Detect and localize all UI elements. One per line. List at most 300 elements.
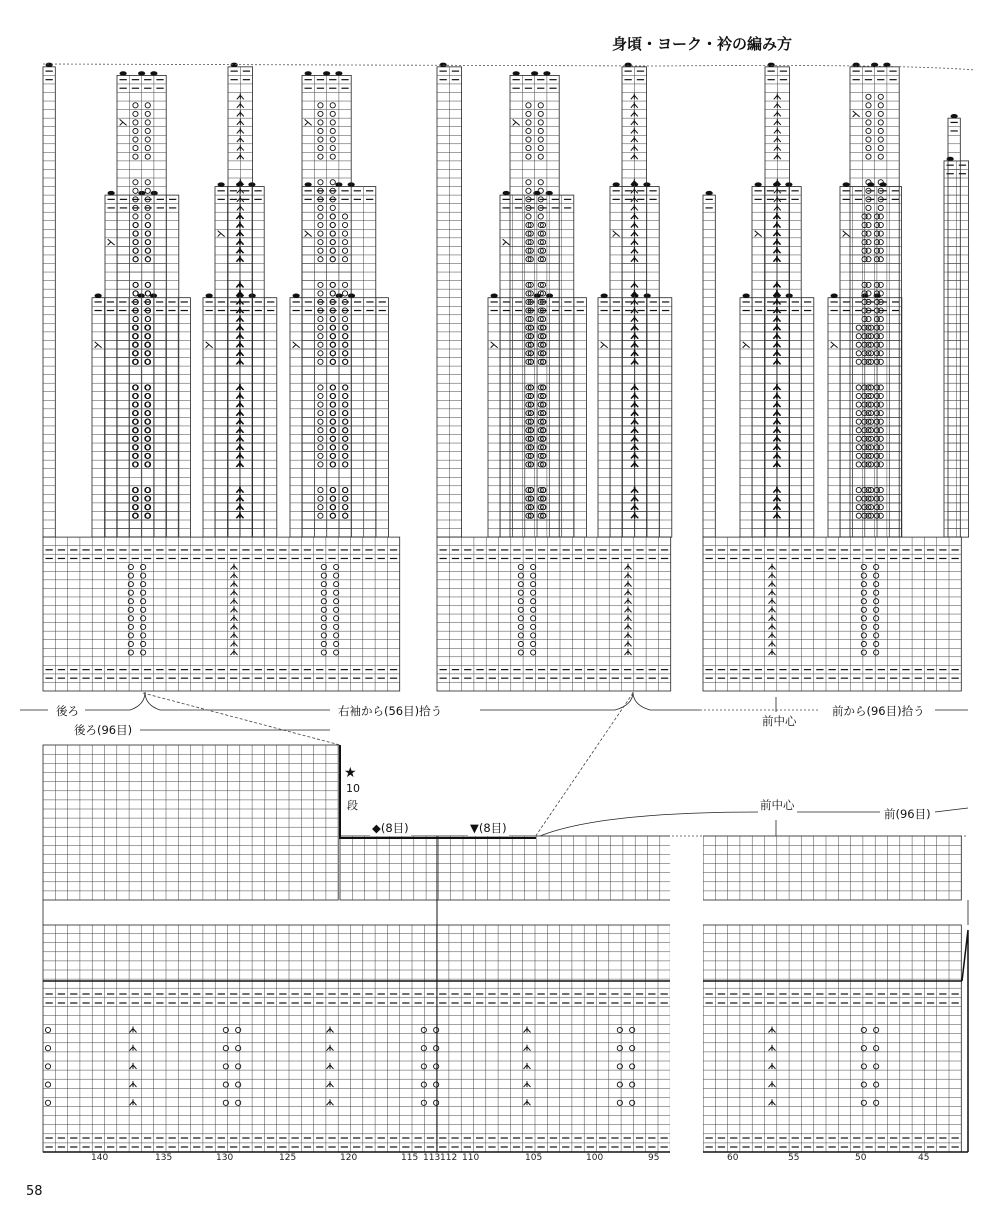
- yarn-over-icon: [866, 128, 871, 133]
- yarn-over-icon: [330, 487, 335, 492]
- center-double-decrease-icon: [237, 487, 244, 493]
- bind-off-dot-icon: [785, 182, 792, 186]
- yarn-over-icon: [318, 103, 323, 108]
- yarn-over-icon: [866, 120, 871, 125]
- yarn-over-icon: [878, 103, 883, 108]
- yarn-over-icon: [866, 145, 871, 150]
- yarn-over-icon: [856, 359, 861, 364]
- center-double-decrease-icon: [769, 649, 776, 655]
- center-double-decrease-icon: [631, 358, 638, 364]
- yarn-over-icon: [861, 590, 866, 595]
- bind-off-dot-icon: [951, 114, 958, 118]
- yoke-step-column: [105, 191, 179, 537]
- yoke-base-block: [43, 537, 400, 691]
- yarn-over-icon: [318, 128, 323, 133]
- bind-off-dot-icon: [138, 71, 145, 75]
- center-double-decrease-icon: [237, 461, 244, 467]
- center-double-decrease-icon: [631, 110, 638, 116]
- yarn-over-icon: [330, 325, 335, 330]
- yarn-over-icon: [145, 214, 150, 219]
- yarn-over-icon: [342, 419, 347, 424]
- yarn-over-icon: [330, 214, 335, 219]
- yarn-over-icon: [861, 1100, 866, 1105]
- yoke-step-column: [92, 294, 190, 538]
- center-double-decrease-icon: [774, 290, 781, 296]
- center-double-decrease-icon: [625, 581, 632, 587]
- yarn-over-icon: [856, 402, 861, 407]
- yarn-over-icon: [330, 385, 335, 390]
- axis-tick-label: 50: [855, 1153, 867, 1163]
- center-double-decrease-icon: [631, 444, 638, 450]
- yarn-over-icon: [531, 573, 536, 578]
- bind-off-dot-icon: [305, 71, 312, 75]
- yarn-over-icon: [342, 513, 347, 518]
- left-decrease-icon: [843, 231, 850, 237]
- yarn-over-icon: [145, 316, 150, 321]
- center-double-decrease-icon: [631, 418, 638, 424]
- yarn-over-icon: [866, 94, 871, 99]
- yarn-over-icon: [145, 291, 150, 296]
- yarn-over-icon: [330, 411, 335, 416]
- center-double-decrease-icon: [774, 504, 781, 510]
- front-edge-line: [962, 930, 968, 1152]
- bind-off-dot-icon: [644, 294, 651, 298]
- yarn-over-icon: [878, 231, 883, 236]
- yarn-over-icon: [342, 487, 347, 492]
- yarn-over-icon: [330, 513, 335, 518]
- label-front-center-bottom: 前中心: [760, 798, 795, 812]
- center-double-decrease-icon: [631, 230, 638, 236]
- center-double-decrease-icon: [237, 281, 244, 287]
- center-double-decrease-icon: [631, 213, 638, 219]
- yarn-over-icon: [861, 650, 866, 655]
- center-double-decrease-icon: [631, 179, 638, 185]
- yarn-over-icon: [145, 128, 150, 133]
- yarn-over-icon: [518, 607, 523, 612]
- yarn-over-icon: [617, 1064, 622, 1069]
- bind-off-dot-icon: [843, 182, 850, 186]
- yarn-over-icon: [318, 436, 323, 441]
- axis-tick-label: 60: [727, 1153, 739, 1163]
- yarn-over-icon: [330, 231, 335, 236]
- yarn-over-icon: [318, 291, 323, 296]
- center-double-decrease-icon: [774, 384, 781, 390]
- center-double-decrease-icon: [774, 401, 781, 407]
- back-bracket: [85, 692, 330, 710]
- yarn-over-icon: [45, 1027, 50, 1032]
- left-decrease-icon: [853, 111, 860, 117]
- bind-off-dot-icon: [150, 71, 157, 75]
- yarn-over-icon: [330, 145, 335, 150]
- center-double-decrease-icon: [774, 230, 781, 236]
- center-double-decrease-icon: [631, 93, 638, 99]
- yarn-over-icon: [878, 214, 883, 219]
- yarn-over-icon: [330, 419, 335, 424]
- bind-off-dot-icon: [755, 182, 762, 186]
- yarn-over-icon: [318, 393, 323, 398]
- yarn-over-icon: [878, 428, 883, 433]
- yarn-over-icon: [878, 385, 883, 390]
- yarn-over-icon: [421, 1046, 426, 1051]
- yarn-over-icon: [856, 462, 861, 467]
- yarn-over-icon: [342, 436, 347, 441]
- yarn-over-icon: [617, 1100, 622, 1105]
- yarn-over-icon: [856, 342, 861, 347]
- yarn-over-icon: [878, 325, 883, 330]
- yarn-over-icon: [145, 248, 150, 253]
- center-double-decrease-icon: [237, 452, 244, 458]
- center-double-decrease-icon: [774, 93, 781, 99]
- center-double-decrease-icon: [237, 393, 244, 399]
- yarn-over-icon: [878, 248, 883, 253]
- yarn-over-icon: [878, 334, 883, 339]
- left-decrease-icon: [305, 119, 312, 125]
- axis-tick-label: 130: [216, 1153, 234, 1163]
- yarn-over-icon: [342, 325, 347, 330]
- axis-tick-label: 45: [918, 1153, 930, 1163]
- yarn-over-icon: [330, 342, 335, 347]
- center-double-decrease-icon: [231, 589, 238, 595]
- center-double-decrease-icon: [631, 239, 638, 245]
- pickup-connector-lines: [20, 64, 975, 837]
- yarn-over-icon: [45, 1100, 50, 1105]
- yarn-over-icon: [145, 120, 150, 125]
- yarn-over-icon: [330, 496, 335, 501]
- yarn-over-icon: [133, 248, 138, 253]
- yarn-over-icon: [531, 590, 536, 595]
- yarn-over-icon: [538, 214, 543, 219]
- center-double-decrease-icon: [631, 247, 638, 253]
- bind-off-dot-icon: [323, 71, 330, 75]
- yarn-over-icon: [318, 240, 323, 245]
- yarn-over-icon: [538, 180, 543, 185]
- yarn-over-icon: [526, 111, 531, 116]
- center-double-decrease-icon: [237, 418, 244, 424]
- bind-off-dot-icon: [293, 294, 300, 298]
- center-double-decrease-icon: [231, 564, 238, 570]
- yarn-over-icon: [538, 145, 543, 150]
- center-double-decrease-icon: [769, 615, 776, 621]
- center-double-decrease-icon: [524, 1027, 531, 1033]
- yarn-over-icon: [874, 582, 879, 587]
- yarn-over-icon: [538, 111, 543, 116]
- center-double-decrease-icon: [769, 589, 776, 595]
- yarn-over-icon: [538, 154, 543, 159]
- center-double-decrease-icon: [631, 127, 638, 133]
- center-double-decrease-icon: [774, 204, 781, 210]
- center-double-decrease-icon: [631, 350, 638, 356]
- yarn-over-icon: [531, 616, 536, 621]
- yarn-over-icon: [878, 487, 883, 492]
- yarn-over-icon: [318, 248, 323, 253]
- yarn-over-icon: [861, 616, 866, 621]
- yarn-over-icon: [531, 564, 536, 569]
- yarn-over-icon: [330, 282, 335, 287]
- bind-off-dot-icon: [335, 71, 342, 75]
- yarn-over-icon: [330, 402, 335, 407]
- yarn-over-icon: [856, 411, 861, 416]
- center-double-decrease-icon: [631, 427, 638, 433]
- yarn-over-icon: [531, 641, 536, 646]
- yarn-over-icon: [330, 128, 335, 133]
- yarn-over-icon: [866, 231, 871, 236]
- center-double-decrease-icon: [237, 333, 244, 339]
- yarn-over-icon: [318, 231, 323, 236]
- center-double-decrease-icon: [774, 410, 781, 416]
- yarn-over-icon: [318, 214, 323, 219]
- yarn-over-icon: [866, 214, 871, 219]
- yarn-over-icon: [342, 505, 347, 510]
- yarn-over-icon: [878, 257, 883, 262]
- yarn-over-icon: [526, 154, 531, 159]
- center-double-decrease-icon: [631, 222, 638, 228]
- axis-tick-label: 55: [788, 1153, 800, 1163]
- center-double-decrease-icon: [130, 1027, 137, 1033]
- yarn-over-icon: [342, 231, 347, 236]
- center-double-decrease-icon: [631, 487, 638, 493]
- yarn-over-icon: [330, 205, 335, 210]
- yarn-over-icon: [133, 257, 138, 262]
- center-double-decrease-icon: [774, 222, 781, 228]
- yarn-over-icon: [866, 282, 871, 287]
- center-double-decrease-icon: [237, 153, 244, 159]
- yarn-over-icon: [874, 607, 879, 612]
- yarn-over-icon: [878, 351, 883, 356]
- center-double-decrease-icon: [631, 281, 638, 287]
- yarn-over-icon: [526, 137, 531, 142]
- yarn-over-icon: [330, 120, 335, 125]
- center-double-decrease-icon: [625, 649, 632, 655]
- chart-gap: [670, 740, 703, 1160]
- yarn-over-icon: [878, 316, 883, 321]
- bind-off-dot-icon: [706, 191, 713, 195]
- yarn-over-icon: [318, 222, 323, 227]
- center-double-decrease-icon: [769, 632, 776, 638]
- yarn-over-icon: [878, 137, 883, 142]
- yarn-over-icon: [133, 180, 138, 185]
- bind-off-dot-icon: [831, 294, 838, 298]
- center-double-decrease-icon: [237, 435, 244, 441]
- bind-off-dot-icon: [491, 294, 498, 298]
- center-double-decrease-icon: [774, 316, 781, 322]
- grid-border: [948, 118, 960, 537]
- label-front-center-top: 前中心: [762, 714, 797, 728]
- yarn-over-icon: [145, 257, 150, 262]
- center-body-upper-grid: [340, 836, 672, 900]
- front-lower-grid: [703, 925, 961, 1152]
- center-double-decrease-icon: [774, 512, 781, 518]
- yarn-over-icon: [330, 505, 335, 510]
- center-double-decrease-icon: [130, 1099, 137, 1105]
- label-right-sleeve-pickup: 右袖から(56目)拾う: [338, 704, 443, 718]
- center-double-decrease-icon: [774, 256, 781, 262]
- center-double-decrease-icon: [769, 640, 776, 646]
- yarn-over-icon: [330, 462, 335, 467]
- center-double-decrease-icon: [237, 145, 244, 151]
- yarn-over-icon: [866, 257, 871, 262]
- yarn-over-icon: [318, 205, 323, 210]
- yarn-over-icon: [878, 445, 883, 450]
- yarn-over-icon: [856, 325, 861, 330]
- label-diamond-8: ◆(8目): [372, 821, 409, 835]
- center-double-decrease-icon: [237, 427, 244, 433]
- center-double-decrease-icon: [625, 564, 632, 570]
- yarn-over-icon: [878, 111, 883, 116]
- axis-tick-label: 113: [423, 1153, 441, 1163]
- yarn-over-icon: [878, 359, 883, 364]
- yarn-over-icon: [330, 248, 335, 253]
- center-double-decrease-icon: [631, 504, 638, 510]
- center-double-decrease-icon: [774, 444, 781, 450]
- yarn-over-icon: [878, 462, 883, 467]
- yarn-over-icon: [330, 257, 335, 262]
- yarn-over-icon: [878, 120, 883, 125]
- yarn-over-icon: [145, 282, 150, 287]
- yarn-over-icon: [878, 154, 883, 159]
- center-double-decrease-icon: [631, 324, 638, 330]
- center-double-decrease-icon: [774, 487, 781, 493]
- axis-tick-label: 120: [340, 1153, 358, 1163]
- center-double-decrease-icon: [237, 179, 244, 185]
- yarn-over-icon: [878, 282, 883, 287]
- yarn-over-icon: [878, 205, 883, 210]
- yarn-over-icon: [861, 607, 866, 612]
- center-double-decrease-icon: [237, 239, 244, 245]
- yarn-over-icon: [861, 599, 866, 604]
- grid-border: [43, 925, 670, 1152]
- yarn-over-icon: [526, 128, 531, 133]
- yarn-over-icon: [878, 496, 883, 501]
- bind-off-dot-icon: [218, 182, 225, 186]
- back-body-upper-grid: [43, 745, 338, 900]
- label-rows-unit: 段: [347, 799, 358, 812]
- yoke-step-column: [290, 294, 388, 538]
- yoke-step-column: [752, 182, 801, 537]
- center-double-decrease-icon: [237, 119, 244, 125]
- axis-tick-label: 115: [401, 1153, 419, 1163]
- label-front-pickup: 前から(96目)拾う: [832, 704, 925, 718]
- yarn-over-icon: [866, 137, 871, 142]
- center-double-decrease-icon: [237, 410, 244, 416]
- yarn-over-icon: [878, 436, 883, 441]
- yarn-over-icon: [856, 419, 861, 424]
- yarn-over-icon: [874, 599, 879, 604]
- yoke-base-block: [437, 537, 671, 691]
- yoke-step-column: [228, 63, 253, 537]
- yarn-over-icon: [318, 154, 323, 159]
- pickup-guide-right: [535, 693, 633, 837]
- yarn-over-icon: [866, 316, 871, 321]
- yarn-over-icon: [617, 1046, 622, 1051]
- front-96-curve: [540, 812, 880, 836]
- center-double-decrease-icon: [631, 512, 638, 518]
- yoke-step-column: [117, 71, 166, 537]
- center-double-decrease-icon: [769, 1045, 776, 1051]
- yarn-over-icon: [526, 180, 531, 185]
- yarn-over-icon: [630, 1027, 635, 1032]
- yarn-over-icon: [866, 222, 871, 227]
- yarn-over-icon: [342, 257, 347, 262]
- yarn-over-icon: [874, 564, 879, 569]
- center-double-decrease-icon: [631, 290, 638, 296]
- center-double-decrease-icon: [769, 623, 776, 629]
- yarn-over-icon: [866, 248, 871, 253]
- yarn-over-icon: [878, 419, 883, 424]
- center-double-decrease-icon: [231, 615, 238, 621]
- yarn-over-icon: [856, 453, 861, 458]
- yoke-step-column: [215, 182, 264, 537]
- yarn-over-icon: [342, 393, 347, 398]
- left-decrease-icon: [831, 342, 838, 348]
- bind-off-dot-icon: [601, 294, 608, 298]
- center-double-decrease-icon: [625, 615, 632, 621]
- yarn-over-icon: [434, 1064, 439, 1069]
- center-double-decrease-icon: [524, 1081, 531, 1087]
- left-decrease-icon: [503, 239, 510, 245]
- center-double-decrease-icon: [774, 127, 781, 133]
- yarn-over-icon: [531, 650, 536, 655]
- yarn-over-icon: [330, 240, 335, 245]
- yarn-over-icon: [318, 402, 323, 407]
- yarn-over-icon: [874, 641, 879, 646]
- center-double-decrease-icon: [769, 564, 776, 570]
- yarn-over-icon: [874, 1064, 879, 1069]
- yarn-over-icon: [878, 342, 883, 347]
- bind-off-dot-icon: [249, 294, 256, 298]
- yarn-over-icon: [538, 128, 543, 133]
- yarn-over-icon: [318, 419, 323, 424]
- center-double-decrease-icon: [625, 572, 632, 578]
- left-decrease-icon: [513, 119, 520, 125]
- yarn-over-icon: [866, 111, 871, 116]
- yarn-over-icon: [145, 111, 150, 116]
- bind-off-dot-icon: [305, 182, 312, 186]
- yarn-over-icon: [145, 103, 150, 108]
- center-double-decrease-icon: [774, 324, 781, 330]
- center-double-decrease-icon: [631, 384, 638, 390]
- yarn-over-icon: [518, 582, 523, 587]
- label-front-96: 前(96目): [884, 807, 931, 821]
- center-double-decrease-icon: [130, 1063, 137, 1069]
- center-double-decrease-icon: [524, 1099, 531, 1105]
- yarn-over-icon: [318, 359, 323, 364]
- bind-off-dot-icon: [853, 63, 860, 67]
- center-double-decrease-icon: [231, 581, 238, 587]
- yarn-over-icon: [874, 1100, 879, 1105]
- yarn-over-icon: [878, 411, 883, 416]
- center-double-decrease-icon: [631, 393, 638, 399]
- center-double-decrease-icon: [237, 93, 244, 99]
- axis-tick-label: 95: [648, 1153, 660, 1163]
- yarn-over-icon: [518, 599, 523, 604]
- yarn-over-icon: [342, 453, 347, 458]
- yoke-base-block: [703, 537, 961, 691]
- bind-off-dot-icon: [138, 191, 145, 195]
- yarn-over-icon: [861, 573, 866, 578]
- center-double-decrease-icon: [231, 640, 238, 646]
- yarn-over-icon: [518, 564, 523, 569]
- yarn-over-icon: [878, 505, 883, 510]
- yarn-over-icon: [145, 154, 150, 159]
- center-double-decrease-icon: [327, 1045, 334, 1051]
- yarn-over-icon: [531, 624, 536, 629]
- yarn-over-icon: [145, 231, 150, 236]
- yarn-over-icon: [318, 342, 323, 347]
- yarn-over-icon: [318, 145, 323, 150]
- yarn-over-icon: [330, 445, 335, 450]
- yarn-over-icon: [878, 222, 883, 227]
- yarn-over-icon: [866, 291, 871, 296]
